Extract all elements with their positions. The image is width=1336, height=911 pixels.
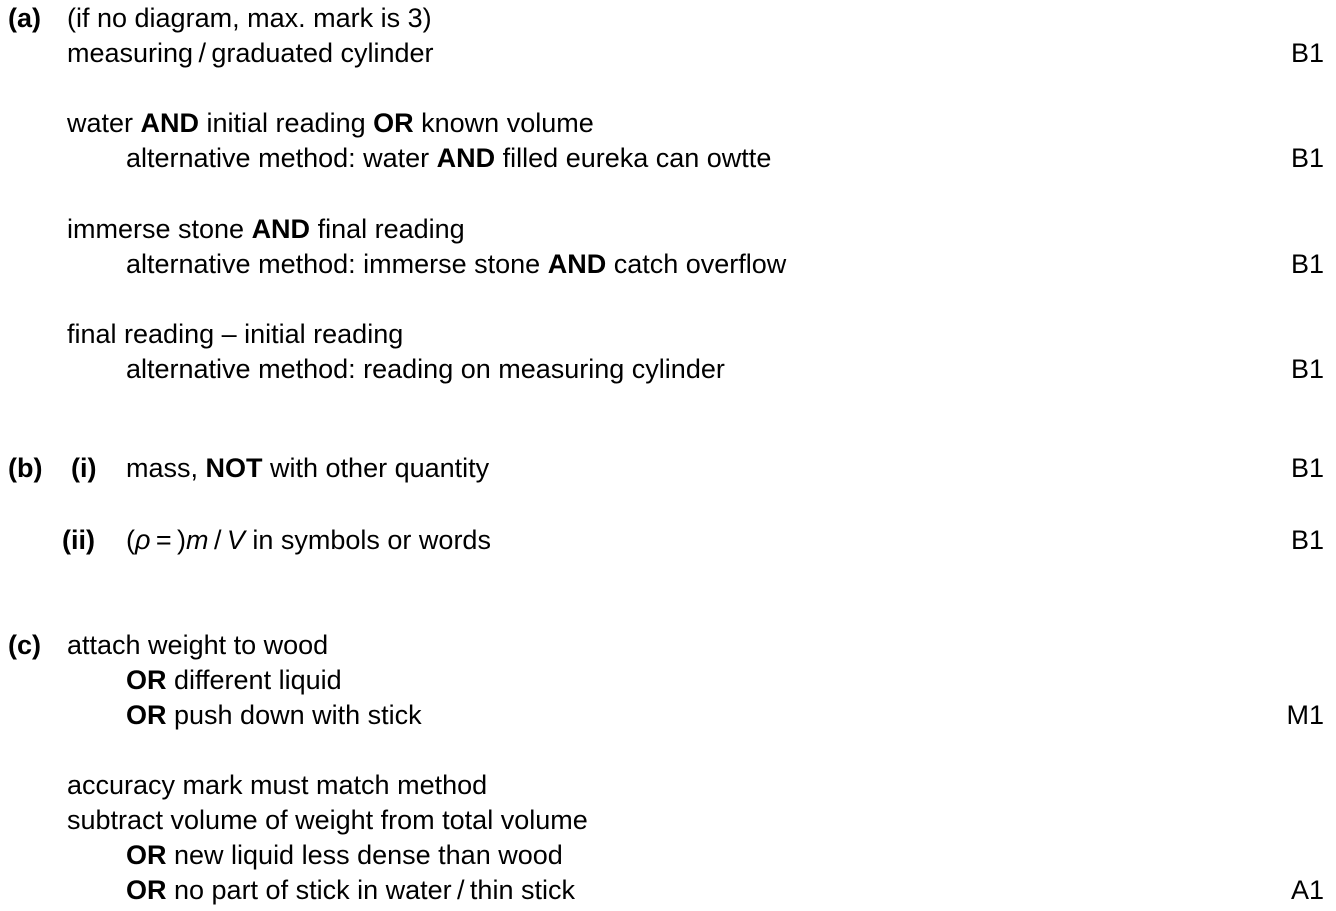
part-c-line-3: OR push down with stick xyxy=(126,700,422,730)
mark-c2: A1 xyxy=(1290,875,1324,905)
part-a-line-2-alternative: alternative method: water AND filled eureka can owtte xyxy=(126,143,772,173)
part-c-line-7: OR no part of stick in water / thin stick xyxy=(126,875,575,905)
part-a-line-1: measuring / graduated cylinder xyxy=(67,38,434,68)
mark-a1: B1 xyxy=(1290,38,1324,68)
part-c-label: (c) xyxy=(8,630,41,660)
part-b-ii-text: (ρ = )m / V in symbols or words xyxy=(126,525,491,555)
mark-c1: M1 xyxy=(1286,700,1324,730)
part-c-line-5: subtract volume of weight from total volume xyxy=(67,805,588,835)
part-c-line-6: OR new liquid less dense than wood xyxy=(126,840,563,870)
part-a-line-2: water AND initial reading OR known volume xyxy=(67,108,594,138)
mark-a3: B1 xyxy=(1290,249,1324,279)
mark-b-i: B1 xyxy=(1290,453,1324,483)
mark-a2: B1 xyxy=(1290,143,1324,173)
part-b-i-text: mass, NOT with other quantity xyxy=(126,453,490,483)
part-b-label: (b) xyxy=(8,453,43,483)
part-a-note: (if no diagram, max. mark is 3) xyxy=(67,3,432,33)
part-a-line-4: final reading – initial reading xyxy=(67,319,404,349)
mark-b-ii: B1 xyxy=(1290,525,1324,555)
part-a-line-3: immerse stone AND final reading xyxy=(67,214,465,244)
part-c-line-1: attach weight to wood xyxy=(67,630,329,660)
part-a-line-3-alternative: alternative method: immerse stone AND catch overflow xyxy=(126,249,787,279)
part-c-line-4: accuracy mark must match method xyxy=(67,770,488,800)
part-b-i-label: (i) xyxy=(71,453,97,483)
mark-a4: B1 xyxy=(1290,354,1324,384)
part-a-line-4-alternative: alternative method: reading on measuring cylinder xyxy=(126,354,725,384)
part-b-ii-label: (ii) xyxy=(62,525,95,555)
part-a-label: (a) xyxy=(8,3,41,33)
part-c-line-2: OR different liquid xyxy=(126,665,342,695)
